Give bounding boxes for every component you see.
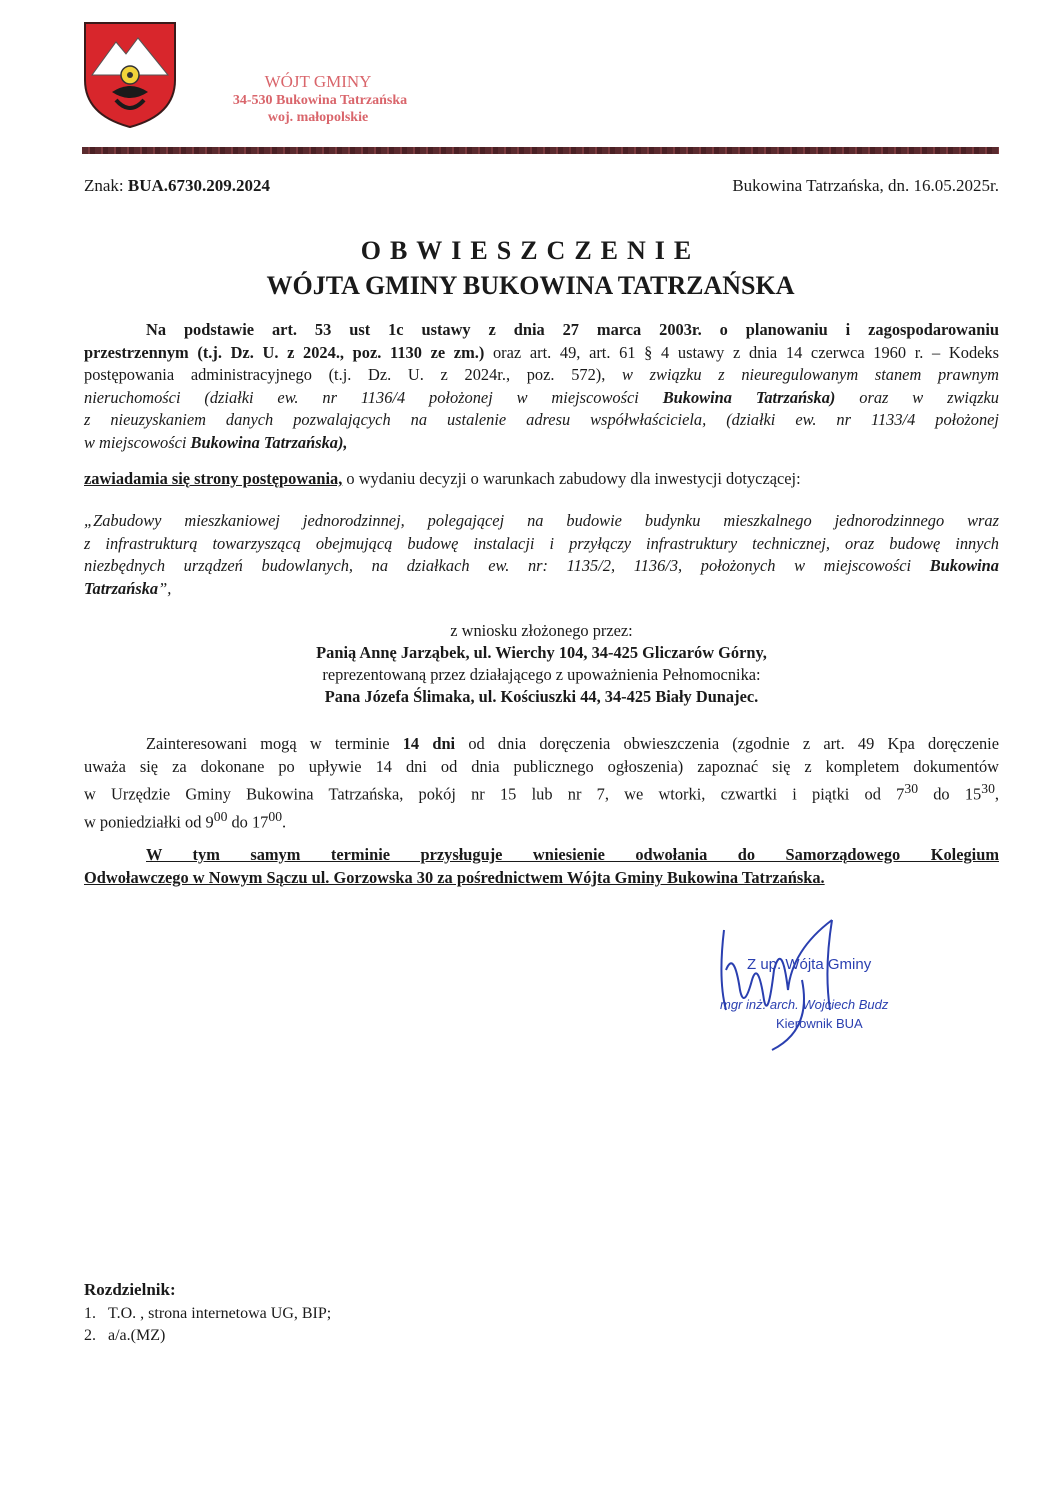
list-item-text: T.O. , strona internetowa UG, BIP; bbox=[108, 1305, 332, 1322]
handwritten-signature-icon bbox=[712, 910, 892, 1060]
applicant-attorney: Pana Józefa Ślimaka, ul. Kościuszki 44, 34-425 Biały Dunajec. bbox=[324, 687, 759, 706]
legal-basis-text: postępowania administracyjnego (t.j. Dz. U. z 2024r., poz. 572), bbox=[84, 365, 623, 385]
interested-text: , bbox=[994, 784, 1000, 804]
notice-paragraph bbox=[84, 468, 999, 491]
legal-basis-italic: w miejscowości bbox=[84, 432, 191, 452]
legal-basis-bold: przestrzennym (t.j. Dz. U. z 2024., poz. 1130 ze zm.) bbox=[84, 342, 485, 362]
signature-line-3: Kierownik BUA bbox=[776, 1016, 863, 1031]
interested-text: do 15 bbox=[918, 784, 982, 804]
investment-line: ”, bbox=[158, 578, 172, 598]
appeal-line: W tym samym terminie przysługuje wniesienie odwołania do Samorządowego Kolegium bbox=[146, 845, 999, 864]
investment-line: niezbędnych urządzeń budowlanych, na działkach ew. nr: 1135/2, 1136/3, położonych w miejscowości bbox=[84, 556, 930, 576]
list-item-text: a/a.(MZ) bbox=[108, 1327, 166, 1344]
interested-text: uważa się za dokonane po upływie 14 dni od dnia publicznego ogłoszenia) zapoznać się z kompletem dokumentów bbox=[84, 756, 999, 776]
stamp-address: 34-530 Bukowina Tatrzańska bbox=[232, 93, 408, 108]
legal-basis-italic: w związku z nieuregulowanym stanem prawnym bbox=[622, 365, 999, 385]
reference-label: Znak: bbox=[84, 176, 124, 195]
time-superscript: 00 bbox=[213, 809, 228, 825]
interested-text: w Urzędzie Gminy Bukowina Tatrzańska, pokój nr 15 lub nr 7, we wtorki, czwartki i piątki od 7 bbox=[84, 784, 905, 804]
coat-of-arms-icon bbox=[82, 20, 178, 130]
distribution-list bbox=[84, 1303, 331, 1347]
legal-basis-paragraph bbox=[84, 319, 999, 455]
interested-text: od dnia doręczenia obwieszczenia (zgodnie z art. 49 Kpa doręczenie bbox=[455, 734, 999, 753]
notice-text: o wydaniu decyzji o warunkach zabudowy dla inwestycji dotyczącej: bbox=[342, 469, 801, 488]
reference-value: BUA.6730.209.2024 bbox=[127, 176, 271, 195]
interested-bold: 14 dni bbox=[402, 734, 456, 753]
investment-bold: Bukowina bbox=[929, 556, 999, 576]
reference-number bbox=[84, 176, 270, 196]
applicant-represented: reprezentowaną przez działającego z upoważnienia Pełnomocnika: bbox=[322, 665, 761, 684]
signature-line-2: mgr inż. arch. Wojciech Budz bbox=[720, 997, 889, 1012]
legal-basis-bold: Bukowina Tatrzańska), bbox=[190, 432, 348, 452]
time-superscript: 30 bbox=[981, 781, 995, 797]
signature-line-1: Z up. Wójta Gminy bbox=[747, 956, 872, 973]
time-superscript: 30 bbox=[904, 781, 919, 797]
interested-text: . bbox=[282, 812, 287, 832]
legal-basis-italic: nieruchomości (działki ew. nr 1136/4 położonej w miejscowości bbox=[84, 387, 663, 407]
legal-basis-line: Na podstawie art. 53 ust 1c ustawy z dnia 27 marca 2003r. o planowaniu i zagospodarowaniu bbox=[146, 320, 999, 339]
investment-line: „Zabudowy mieszkaniowej jednorodzinnej, polegającej na budowie budynku mieszkalnego jednorodzinnego wraz bbox=[84, 511, 999, 530]
place-date: Bukowina Tatrzańska, dn. 16.05.2025r. bbox=[732, 176, 999, 195]
investment-line: z infrastrukturą towarzyszącą obejmującą budowę instalacji i przyłączy infrastruktury technicznej, oraz budowę innych bbox=[84, 533, 999, 553]
legal-basis-italic: oraz w związku bbox=[835, 387, 1000, 407]
appeal-line: Odwoławczego w Nowym Sączu ul. Gorzowska 30 za pośrednictwem Wójta Gminy Bukowina Tatrzańska. bbox=[84, 867, 825, 887]
stamp-title: WÓJT GMINY bbox=[264, 72, 372, 91]
list-item: 2. a/a.(MZ) bbox=[84, 1327, 166, 1344]
title-line-1: OBWIESZCZENIE bbox=[360, 236, 701, 265]
investment-paragraph bbox=[84, 510, 999, 600]
distribution-title: Rozdzielnik: bbox=[84, 1280, 176, 1299]
notice-bold: zawiadamia się strony postępowania, bbox=[84, 469, 343, 488]
interested-paragraph bbox=[84, 733, 999, 834]
stamp-region: woj. małopolskie bbox=[267, 110, 369, 125]
investment-bold: Tatrzańska bbox=[84, 578, 159, 598]
list-item: 1. T.O. , strona internetowa UG, BIP; bbox=[84, 1305, 332, 1322]
title-line-2: WÓJTA GMINY BUKOWINA TATRZAŃSKA bbox=[266, 271, 795, 300]
applicant-name: Panią Annę Jarząbek, ul. Wierchy 104, 34-425 Gliczarów Górny, bbox=[316, 643, 767, 662]
legal-basis-bold: Bukowina Tatrzańska) bbox=[662, 387, 836, 407]
interested-text: Zainteresowani mogą w terminie bbox=[146, 734, 403, 753]
legal-basis-text: oraz art. 49, art. 61 § 4 ustawy z dnia 14 czerwca 1960 r. – Kodeks bbox=[484, 342, 999, 362]
header-rule bbox=[82, 147, 999, 154]
interested-text: w poniedziałki od 9 bbox=[84, 812, 214, 832]
appeal-paragraph bbox=[84, 844, 999, 889]
interested-text: do 17 bbox=[227, 812, 269, 832]
applicant-intro: z wniosku złożonego przez: bbox=[450, 621, 633, 640]
time-superscript: 00 bbox=[268, 809, 283, 825]
legal-basis-italic: z nieuzyskaniem danych pozwalających na ustalenie adresu współwłaściciela, (działki ew. nr 1133/4 położonej bbox=[84, 410, 999, 430]
